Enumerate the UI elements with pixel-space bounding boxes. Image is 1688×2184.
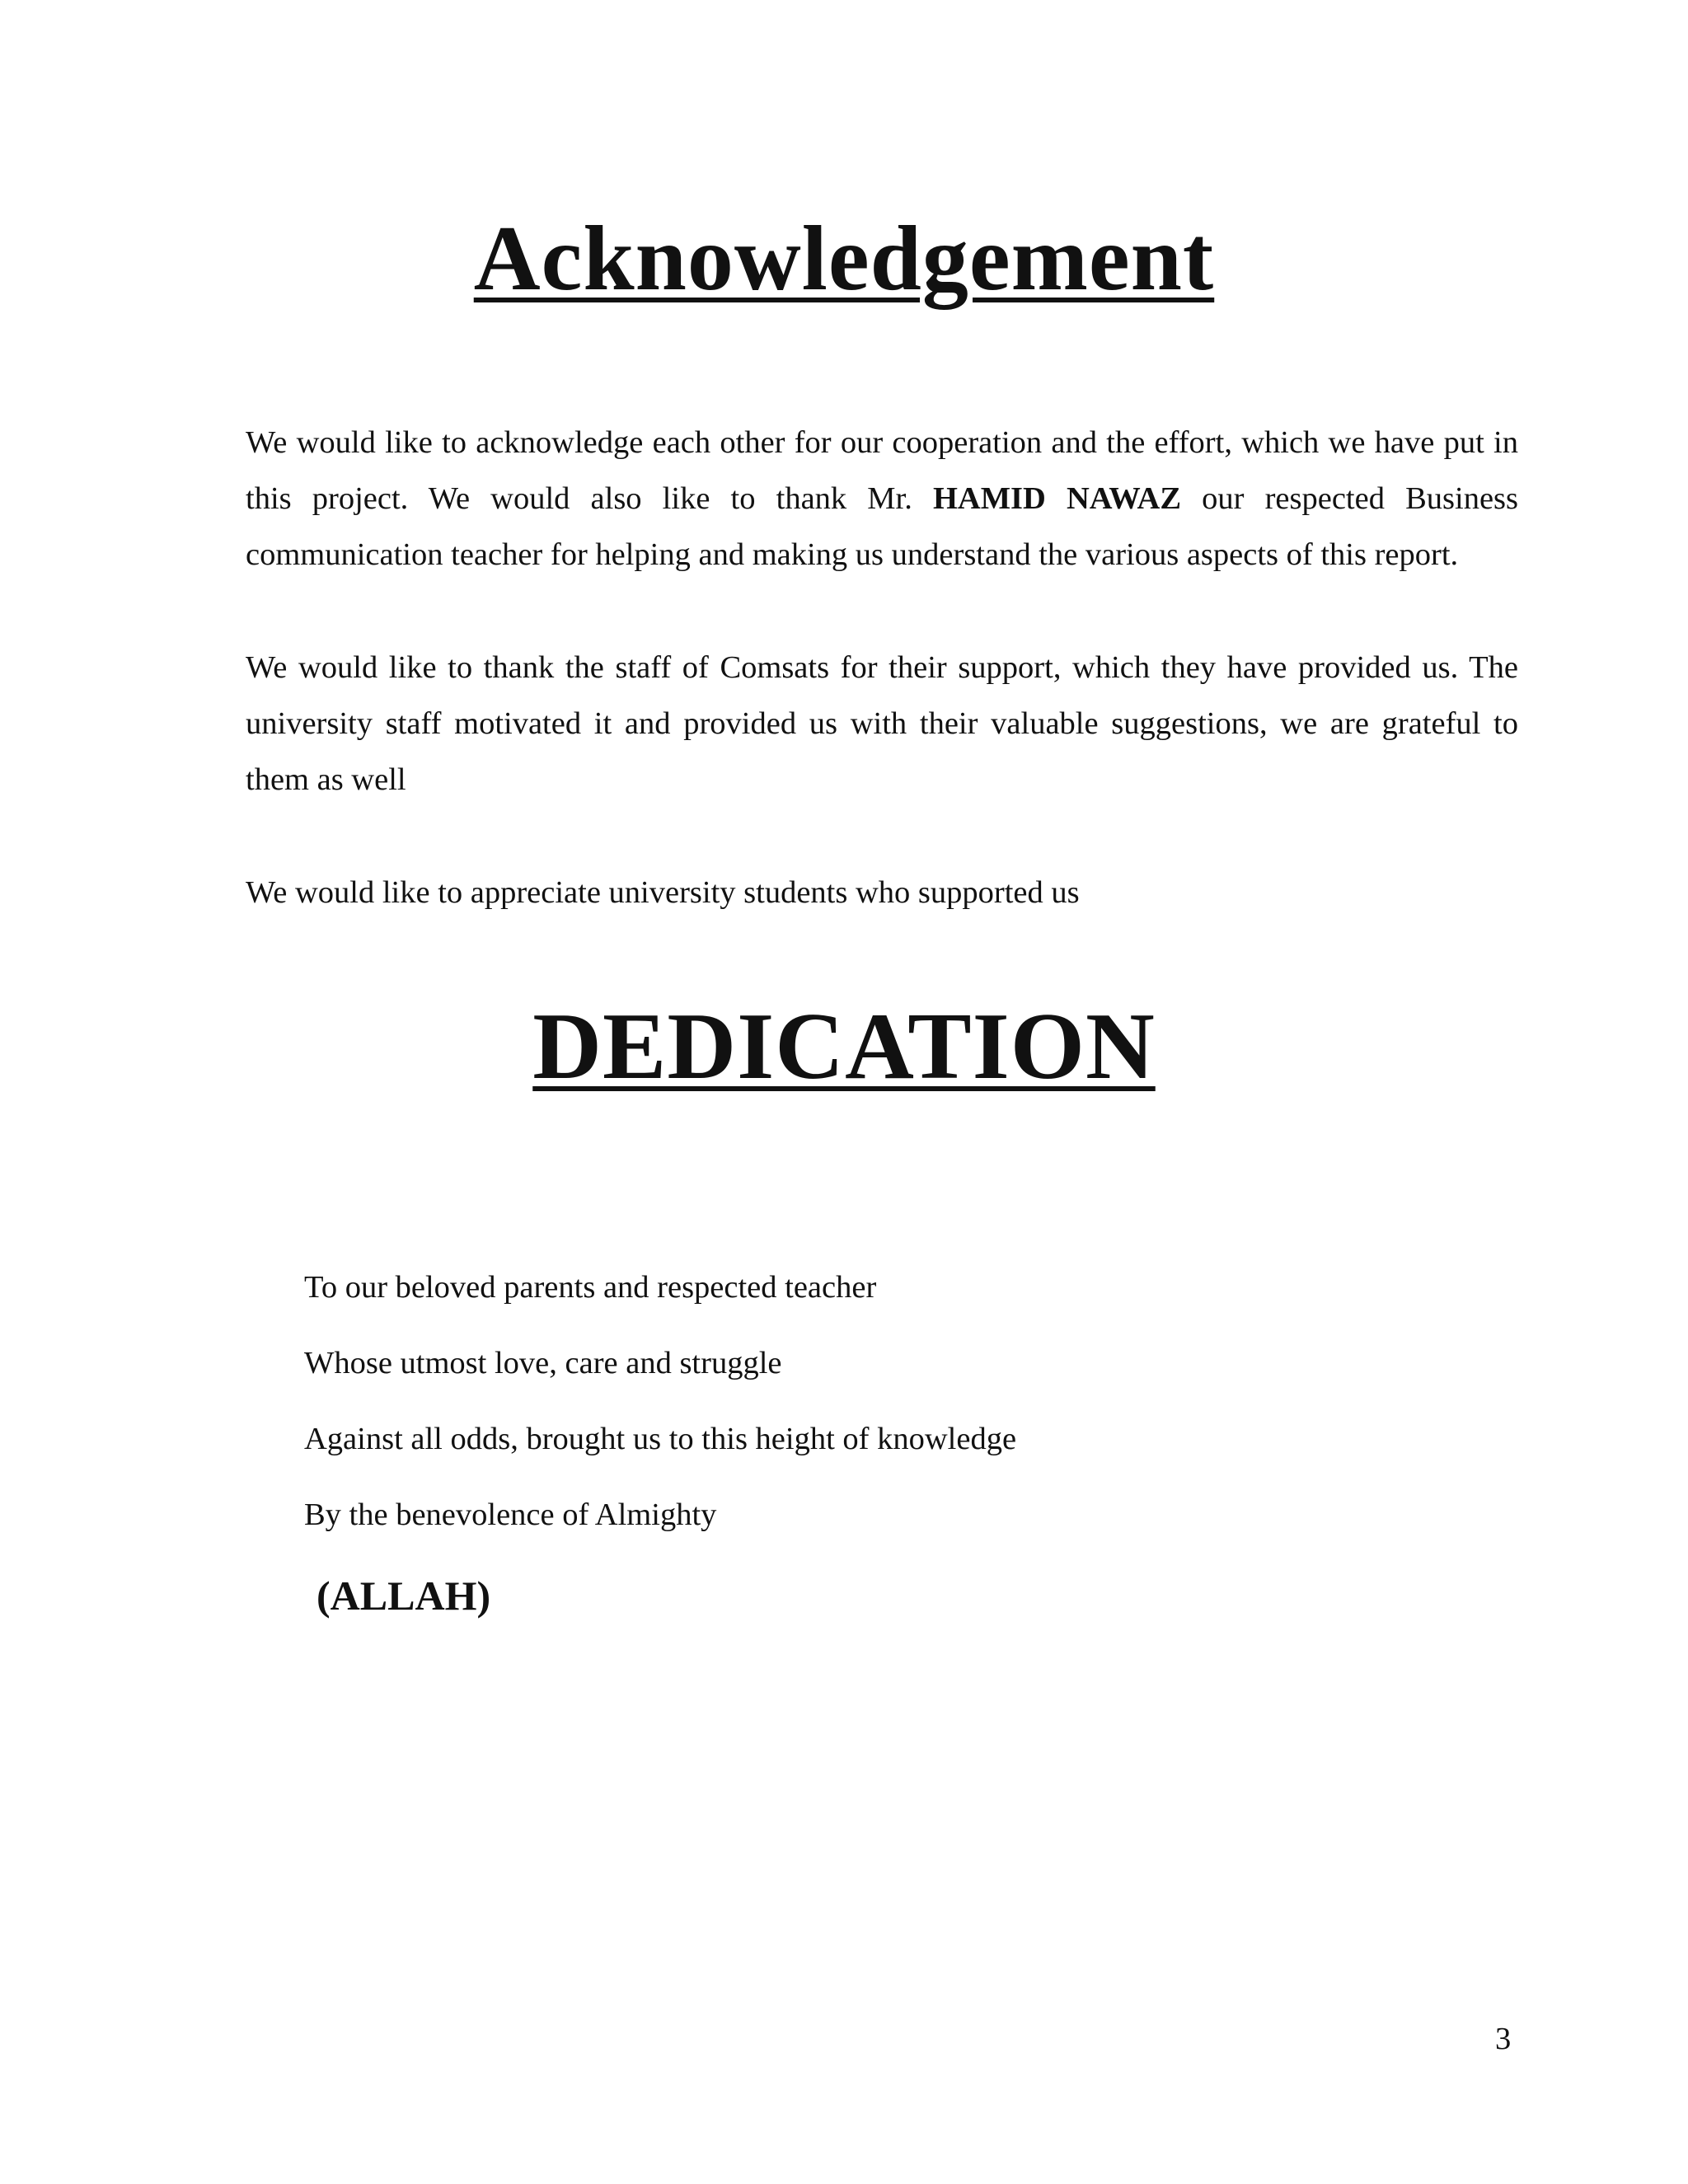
dedication-line-4: By the benevolence of Almighty bbox=[304, 1497, 717, 1532]
dedication-line-3: Against all odds, brought us to this height of knowledge bbox=[304, 1422, 1017, 1456]
dedication-closing: (ALLAH) bbox=[316, 1572, 491, 1619]
dedication-line-2: Whose utmost love, care and struggle bbox=[304, 1346, 782, 1380]
acknowledgement-heading: Acknowledgement bbox=[473, 208, 1215, 310]
dedication-line-1: To our beloved parents and respected teacher bbox=[304, 1270, 877, 1305]
page-number: 3 bbox=[1495, 2022, 1512, 2056]
acknowledgement-paragraph-1 bbox=[246, 415, 1518, 583]
acknowledgement-paragraph-1-text-start: We would like to acknowledge each other for our cooperation and the effort, which we have put in this project. We would also like to thank Mr. bbox=[246, 425, 1518, 516]
acknowledgement-paragraph-2: We would like to thank the staff of Comsats for their support, which they have provided us. The university staff motivated it and provided us with their valuable suggestions, we are grateful to them as well bbox=[246, 650, 1518, 797]
dedication-heading: DEDICATION bbox=[532, 994, 1156, 1099]
teacher-name: HAMID NAWAZ bbox=[932, 481, 1182, 516]
acknowledgement-paragraph-1-text-end: our respected Business communication teacher for helping and making us understand the various aspects of this report. bbox=[246, 481, 1518, 572]
acknowledgement-paragraph-3: We would like to appreciate university students who supported us bbox=[246, 875, 1080, 910]
